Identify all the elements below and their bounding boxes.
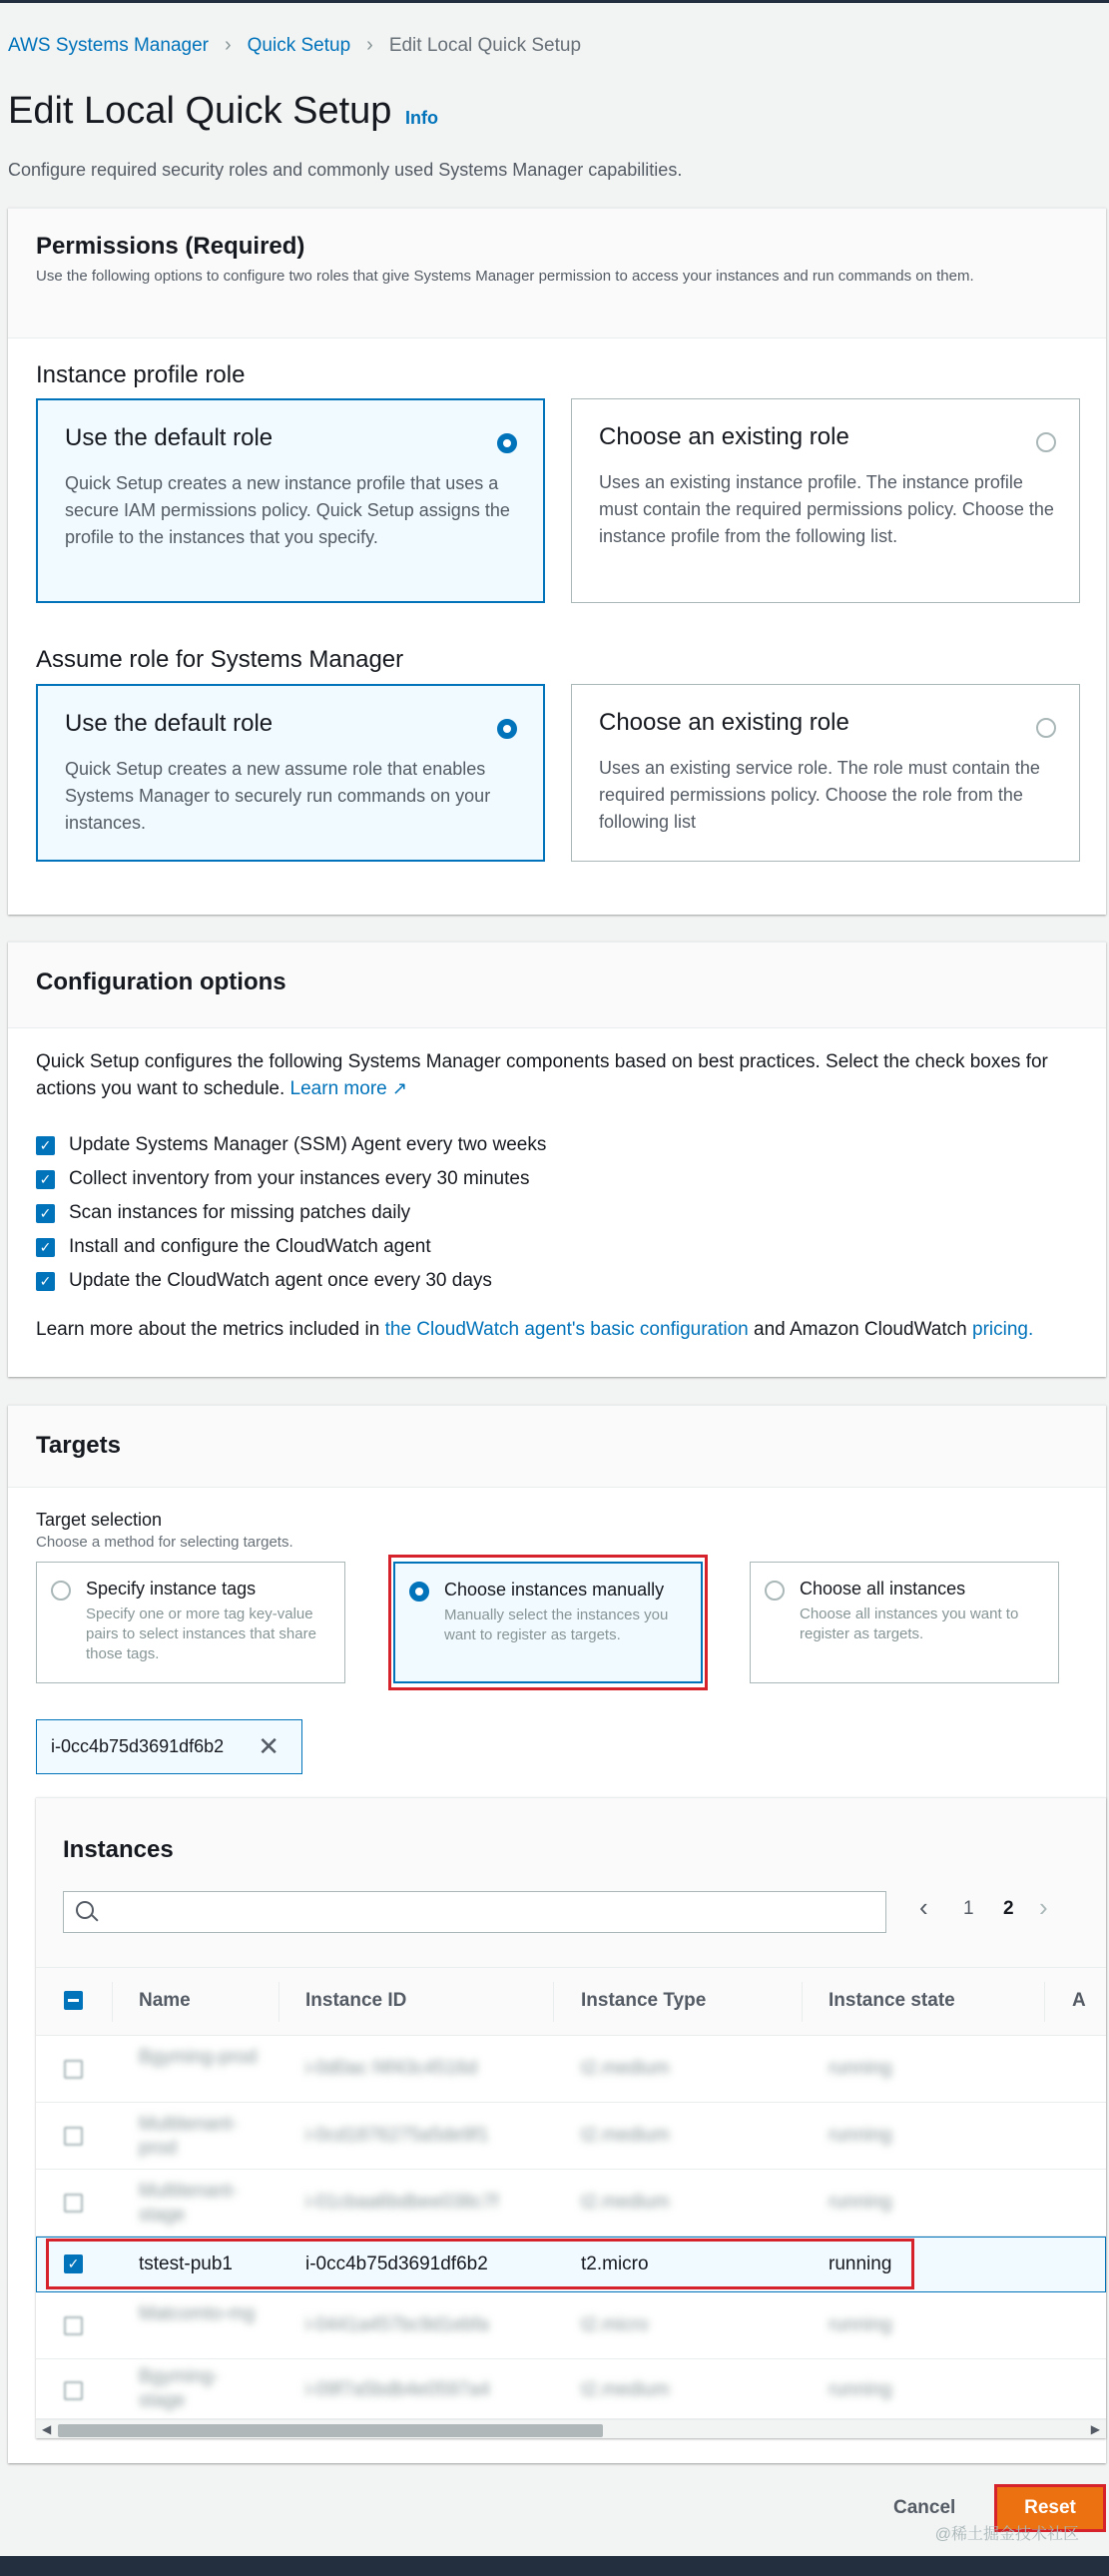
tile-title: Specify instance tags: [86, 1579, 257, 1599]
permissions-header: [8, 209, 1106, 338]
radio-unselected[interactable]: [51, 1581, 71, 1601]
tile-title: Use the default role: [65, 424, 274, 451]
table-row[interactable]: Matcomto-mg i-0441a457bc9d1ebfa t2.micro running: [36, 2292, 1106, 2359]
table-row[interactable]: Bgyming-prod i-0d0ac f4f43c4516d t2.medium running: [36, 2036, 1106, 2103]
checkbox-patches[interactable]: ✓ Scan instances for missing patches daily: [36, 1202, 410, 1224]
row-checkbox[interactable]: [64, 2194, 83, 2213]
search-input[interactable]: [63, 1891, 886, 1933]
radio-selected[interactable]: [497, 719, 517, 739]
radio-selected[interactable]: [497, 433, 517, 453]
horizontal-scrollbar[interactable]: [36, 2419, 1106, 2438]
page-1[interactable]: 1: [963, 1898, 974, 1919]
checkbox-cloudwatch-install[interactable]: ✓ Install and configure the CloudWatch agent: [36, 1236, 431, 1258]
instances-header: [36, 1798, 1106, 1968]
instance-name: tstest-pub1: [139, 2254, 233, 2274]
column-more: A: [1072, 1990, 1086, 2011]
highlight-box: [388, 1555, 708, 1690]
assume-role-default-tile[interactable]: [36, 684, 545, 862]
chevron-right-icon[interactable]: ›: [1039, 1892, 1048, 1922]
check-icon[interactable]: ✓: [36, 1238, 55, 1257]
check-icon[interactable]: ✓: [36, 1136, 55, 1155]
watermark: @稀土掘金技术社区: [934, 2526, 1079, 2543]
cancel-button[interactable]: Cancel: [893, 2497, 956, 2518]
chevron-right-icon: ›: [224, 34, 232, 56]
table-header: [36, 1968, 1106, 2036]
configuration-header: [8, 943, 1106, 1028]
configuration-panel: [8, 942, 1106, 1377]
check-icon[interactable]: ✓: [36, 1170, 55, 1189]
target-option-tags[interactable]: [36, 1562, 345, 1683]
page-2[interactable]: 2: [1003, 1898, 1014, 1919]
breadcrumb-quick-setup[interactable]: Quick Setup: [247, 34, 351, 56]
tile-description: Uses an existing instance profile. The instance profile must contain the required permissions policy. Choose the instance profile from the following list.: [599, 472, 1054, 546]
breadcrumb-current: Edit Local Quick Setup: [388, 34, 582, 56]
top-border: [0, 0, 1109, 3]
instance-state: running: [829, 2254, 892, 2274]
targets-header: [8, 1406, 1106, 1488]
target-option-all[interactable]: [750, 1562, 1059, 1683]
tile-title: Use the default role: [65, 710, 274, 737]
radio-unselected[interactable]: [765, 1581, 785, 1601]
column-instance-type[interactable]: Instance Type: [581, 1990, 707, 2011]
tile-title: Choose an existing role: [599, 709, 849, 736]
tile-description: Uses an existing service role. The role must contain the required permissions policy. Choose the role from the following list: [599, 758, 1040, 832]
scroll-right-icon[interactable]: ▶: [1090, 2422, 1100, 2436]
reset-button[interactable]: Reset: [994, 2484, 1106, 2532]
column-name[interactable]: Name: [139, 1990, 191, 2011]
external-link-icon: ↗: [392, 1078, 408, 1098]
tile-description: Quick Setup creates a new instance profile that uses a secure IAM permissions policy. Quick Setup assigns the profile to the instances that you specify.: [65, 473, 510, 547]
row-checkbox[interactable]: [64, 2381, 83, 2400]
tile-title: Choose an existing role: [599, 423, 849, 450]
page-subtitle: Configure required security roles and commonly used Systems Manager capabilities.: [8, 160, 683, 180]
tile-description: Quick Setup creates a new assume role that enables Systems Manager to securely run commands on your instances.: [65, 759, 491, 833]
breadcrumb-systems-manager[interactable]: AWS Systems Manager: [8, 34, 209, 56]
table-row[interactable]: Bgyming-stage i-09f7a5bdb4e0597a4 t2.medium running: [36, 2359, 1106, 2419]
row-checkbox[interactable]: [64, 2127, 83, 2146]
radio-unselected[interactable]: [1036, 432, 1056, 452]
permissions-title: Permissions (Required): [36, 233, 305, 260]
instance-type: t2.micro: [581, 2254, 649, 2274]
assume-role-existing-tile[interactable]: [571, 684, 1080, 862]
targets-panel: [8, 1405, 1106, 2463]
table-row[interactable]: Multitenant-prod i-0cd1876275a5de9f1 t2.medium running: [36, 2103, 1106, 2170]
checkbox-cloudwatch-update[interactable]: ✓ Update the CloudWatch agent once every 30 days: [36, 1270, 492, 1292]
scroll-left-icon[interactable]: ◀: [42, 2422, 52, 2436]
instances-table: [36, 1797, 1106, 2438]
search-icon: [76, 1901, 94, 1919]
chevron-left-icon[interactable]: ‹: [919, 1892, 928, 1922]
row-checkbox[interactable]: [64, 2060, 83, 2079]
highlight-box: [46, 2239, 914, 2289]
assume-role-label: Assume role for Systems Manager: [36, 646, 404, 673]
targets-title: Targets: [36, 1432, 121, 1459]
cloudwatch-config-link[interactable]: the CloudWatch agent's basic configuration: [384, 1319, 749, 1340]
configuration-footer: Learn more about the metrics included in the CloudWatch agent's basic configuration and Amazon CloudWatch pricing.: [36, 1319, 1034, 1340]
chevron-right-icon: ›: [366, 34, 373, 56]
checkbox-inventory[interactable]: ✓ Collect inventory from your instances every 30 minutes: [36, 1168, 529, 1190]
breadcrumb: [8, 34, 581, 57]
permissions-description: Use the following options to configure two roles that give Systems Manager permission to access your instances and run commands on them.: [36, 268, 974, 285]
configuration-title: Configuration options: [36, 968, 286, 995]
instances-title: Instances: [63, 1836, 174, 1863]
column-instance-id[interactable]: Instance ID: [305, 1990, 407, 2011]
checkbox-ssm-agent[interactable]: ✓ Update Systems Manager (SSM) Agent every two weeks: [36, 1134, 546, 1156]
close-icon[interactable]: ✕: [258, 1731, 279, 1761]
pricing-link[interactable]: pricing.: [972, 1319, 1034, 1340]
tile-title: Choose instances manually: [444, 1580, 665, 1600]
row-checkbox[interactable]: [64, 2316, 83, 2335]
bottom-bar: [0, 2556, 1109, 2576]
tile-description: Manually select the instances you want to register as targets.: [444, 1607, 669, 1643]
info-link[interactable]: Info: [405, 108, 438, 128]
row-checkbox-checked[interactable]: ✓: [64, 2254, 83, 2273]
tile-description: Specify one or more tag key-value pairs to select instances that share those tags.: [86, 1606, 316, 1662]
page-title: Edit Local Quick Setup: [8, 90, 392, 132]
configuration-intro: Quick Setup configures the following Systems Manager components based on best practices. Select the check boxes for actions you want to schedule. Learn more ↗: [36, 1051, 1048, 1099]
check-icon[interactable]: ✓: [36, 1272, 55, 1291]
tile-description: Choose all instances you want to register as targets.: [800, 1606, 1019, 1642]
table-row[interactable]: Multitenant-stage i-01cbaa6bdbee038c7f t2.medium running: [36, 2170, 1106, 2237]
permissions-panel: [8, 208, 1106, 915]
select-all-checkbox[interactable]: [64, 1991, 83, 2010]
tile-title: Choose all instances: [800, 1579, 966, 1599]
target-selection-label: Target selection: [36, 1510, 163, 1530]
token-label: i-0cc4b75d3691df6b2: [51, 1736, 225, 1756]
column-instance-state[interactable]: Instance state: [829, 1990, 955, 2011]
instance-profile-existing-tile[interactable]: [571, 398, 1080, 603]
learn-more-link[interactable]: Learn more: [289, 1078, 387, 1099]
target-selection-desc: Choose a method for selecting targets.: [36, 1534, 293, 1551]
scrollbar-thumb[interactable]: [58, 2424, 603, 2437]
instance-profile-default-tile[interactable]: [36, 398, 545, 603]
radio-unselected[interactable]: [1036, 718, 1056, 738]
instance-id: i-0cc4b75d3691df6b2: [305, 2254, 488, 2274]
selected-instance-token: [36, 1719, 302, 1774]
check-icon[interactable]: ✓: [36, 1204, 55, 1223]
instance-profile-label: Instance profile role: [36, 361, 246, 388]
